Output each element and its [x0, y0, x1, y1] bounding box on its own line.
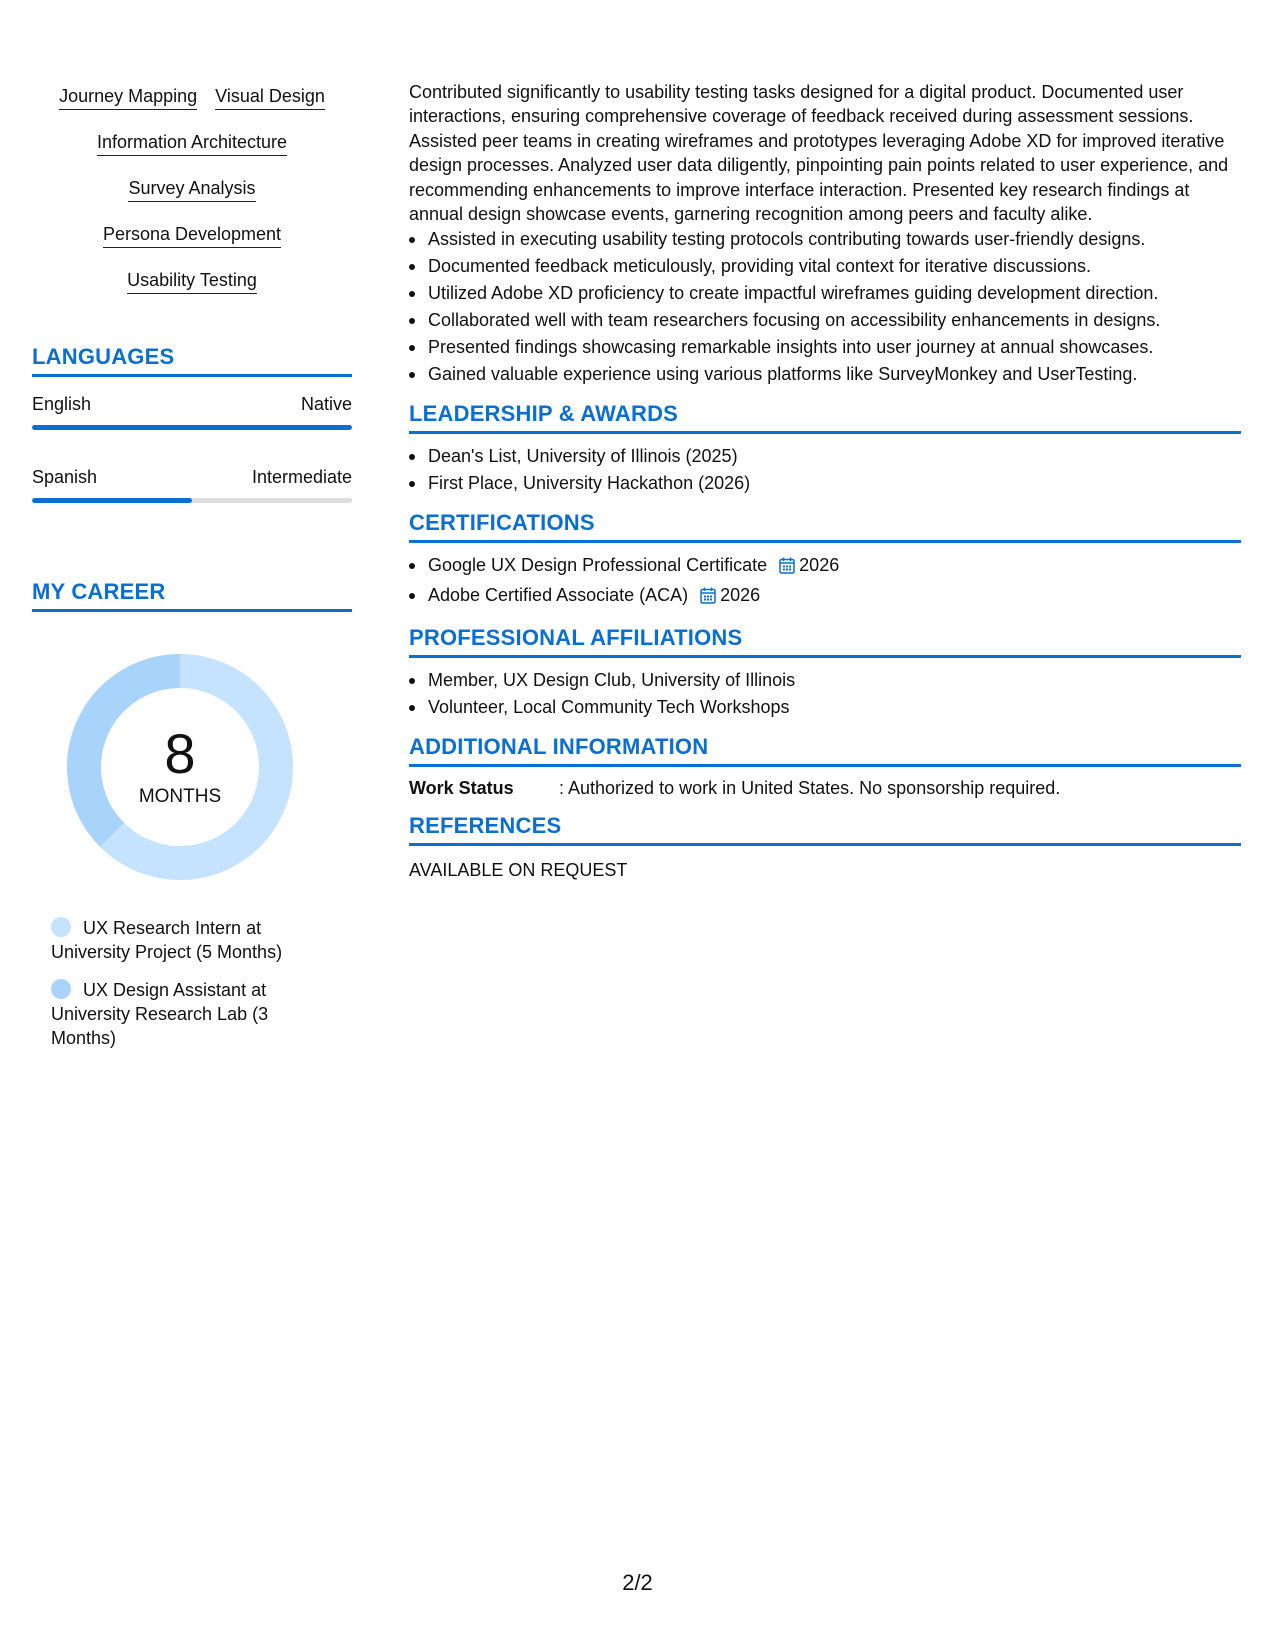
language-level: Intermediate — [251, 467, 352, 487]
legend-dot-icon — [51, 917, 71, 937]
calendar-icon — [779, 555, 795, 582]
skill-tag: Usability Testing — [127, 268, 257, 294]
language-name: English — [32, 394, 92, 414]
left-column — [32, 84, 352, 1064]
career-total-value: 8 — [164, 722, 196, 785]
skill-tag: Journey Mapping — [59, 84, 197, 110]
career-legend-label: UX Research Intern at University Project (5 Months) — [51, 918, 283, 962]
career-legend-label: UX Design Assistant at University Research Lab (3 Months) — [51, 980, 269, 1048]
list-item: Presented findings showcasing remarkable insights into user journey at annual showcases. — [409, 334, 1241, 361]
list-item: First Place, University Hackathon (2026) — [409, 470, 1241, 497]
certification-item — [409, 552, 1241, 582]
language-bar-fill — [32, 498, 192, 503]
list-item: Documented feedback meticulously, providing vital context for iterative discussions. — [409, 253, 1241, 280]
list-item: Member, UX Design Club, University of Illinois — [409, 667, 1241, 694]
certification-name: Adobe Certified Associate (ACA) — [428, 585, 689, 606]
skill-tag: Persona Development — [103, 222, 281, 248]
language-bar — [32, 498, 352, 503]
list-item: Volunteer, Local Community Tech Workshops — [409, 694, 1241, 721]
skills-list — [32, 84, 352, 314]
leadership-heading: LEADERSHIP & AWARDS — [409, 401, 1241, 434]
certification-year: 2026 — [799, 555, 840, 576]
career-legend — [51, 916, 311, 1050]
certification-name: Google UX Design Professional Certificate — [428, 555, 768, 576]
skill-tag: Visual Design — [215, 84, 325, 110]
list-item: Gained valuable experience using various platforms like SurveyMonkey and UserTesting. — [409, 361, 1241, 388]
certification-item — [409, 582, 1241, 612]
career-legend-item — [51, 978, 311, 1050]
certifications-heading: CERTIFICATIONS — [409, 510, 1241, 543]
list-item: Assisted in executing usability testing protocols contributing towards user-friendly designs. — [409, 226, 1241, 253]
language-name: Spanish — [32, 467, 98, 487]
affiliations-section — [409, 625, 1241, 721]
certification-year: 2026 — [720, 585, 761, 606]
career-total-unit: MONTHS — [138, 786, 222, 807]
language-level: Native — [300, 394, 352, 414]
experience-summary: Contributed significantly to usability testing tasks designed for a digital product. Documented user interactions, ensuring comprehensive coverage of feedback received during assessment sessions. Assisted peer teams in creating wireframes and prototypes leveraging Adobe XD for improved iterative design processes. Analyzed user data diligently, pinpointing pain points related to user experience, and recommending enhancements to improve interface interaction. Presented key research findings at annual design showcase events, garnering recognition among peers and faculty alike. — [409, 82, 1229, 225]
language-item — [32, 466, 352, 503]
references-heading: REFERENCES — [409, 813, 1241, 846]
references-text: AVAILABLE ON REQUEST — [409, 860, 628, 881]
page-number: 2/2 — [622, 1570, 653, 1595]
list-item: Collaborated well with team researchers focusing on accessibility enhancements in designs. — [409, 307, 1241, 334]
career-legend-item — [51, 916, 311, 964]
language-item — [32, 393, 352, 430]
work-status-label: Work Status — [409, 778, 514, 799]
calendar-icon — [700, 585, 716, 612]
experience-bullets — [409, 226, 1241, 388]
skill-tag: Survey Analysis — [128, 176, 255, 202]
additional-heading: ADDITIONAL INFORMATION — [409, 734, 1241, 767]
legend-dot-icon — [51, 979, 71, 999]
career-donut — [67, 654, 293, 880]
right-column — [409, 80, 1241, 882]
work-status-row — [409, 776, 1241, 800]
language-bar — [32, 425, 352, 430]
list-item: Dean's List, University of Illinois (2025) — [409, 443, 1241, 470]
leadership-section — [409, 401, 1241, 497]
language-bar-fill — [32, 425, 352, 430]
work-status-value: : Authorized to work in United States. No sponsorship required. — [559, 778, 1061, 799]
certifications-section — [409, 510, 1241, 612]
additional-section — [409, 734, 1241, 800]
languages-heading: LANGUAGES — [32, 344, 352, 377]
skill-tag: Information Architecture — [97, 130, 287, 156]
list-item: Utilized Adobe XD proficiency to create impactful wireframes guiding development direction. — [409, 280, 1241, 307]
career-heading: MY CAREER — [32, 579, 352, 612]
affiliations-heading: PROFESSIONAL AFFILIATIONS — [409, 625, 1241, 658]
references-section — [409, 813, 1241, 882]
